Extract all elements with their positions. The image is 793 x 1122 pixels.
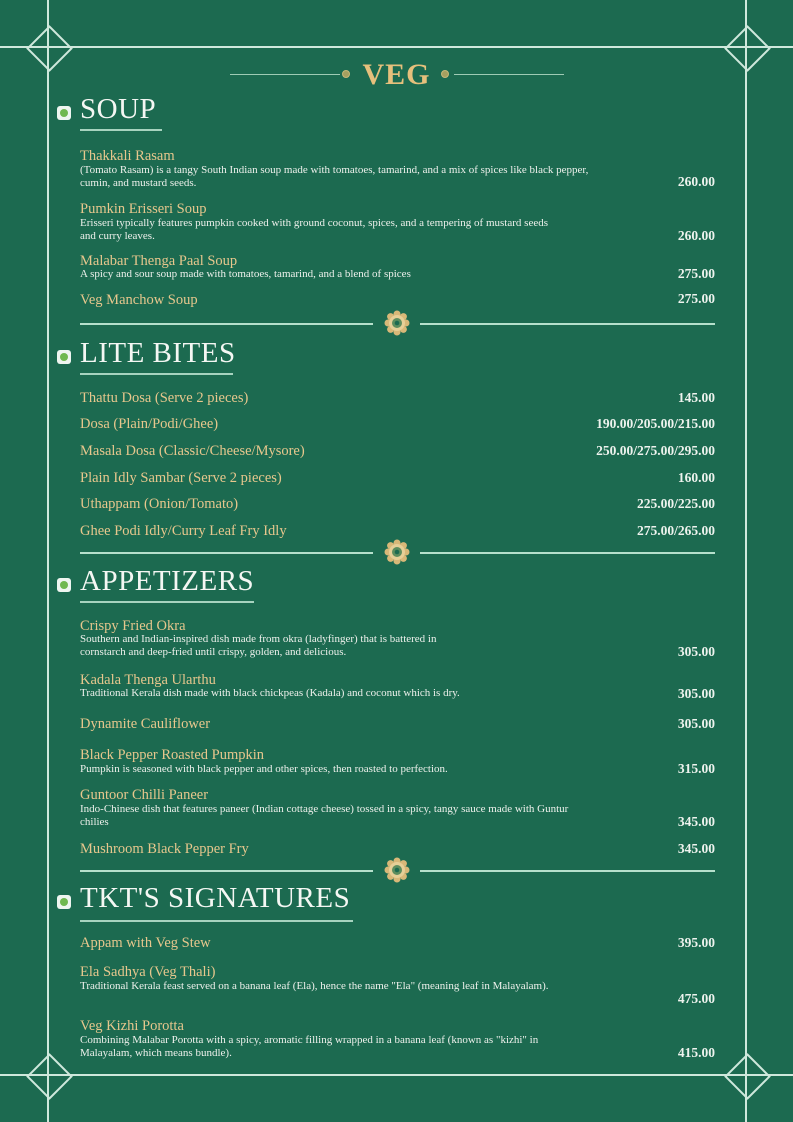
floral-medallion-icon [384,310,410,336]
menu-item-desc: Pumpkin is seasoned with black pepper and other spices, then roasted to perfection. [80,763,448,775]
section-underline [80,920,353,922]
menu-item-name: Masala Dosa (Classic/Cheese/Mysore) [80,443,305,459]
menu-item-price: 315.00 [677,761,715,776]
frame-line-bottom [0,1074,793,1076]
section-title: TKT'S SIGNATURES [80,882,351,914]
menu-item-price: 395.00 [677,935,715,950]
menu-item-price: 275.00 [677,266,715,281]
menu-item-price: 260.00 [677,228,715,243]
menu-item-name: Uthappam (Onion/Tomato) [80,496,239,512]
menu-item-desc: (Tomato Rasam) is a tangy South Indian soup made with tomatoes, tamarind, and a mix of spices like black pepper, cumin, and mustard seeds. [80,164,589,189]
menu-item-name: Appam with Veg Stew [80,935,211,951]
menu-item-price: 145.00 [677,390,715,405]
menu-item-price: 345.00 [677,814,715,829]
menu-item-name: Mushroom Black Pepper Fry [80,841,249,857]
menu-item-name: Pumkin Erisseri Soup [80,201,207,217]
menu-item-price: 250.00/275.00/295.00 [596,443,715,458]
section-divider [80,870,373,872]
page-title: VEG [362,58,431,91]
menu-item-desc: Indo-Chinese dish that features paneer (Indian cottage cheese) tossed in a spicy, tangy sauce made with Guntur chilies [80,803,569,828]
menu-item-price: 275.00/265.00 [636,523,715,538]
frame-line-left [47,0,49,1122]
menu-item-price: 415.00 [677,1045,715,1060]
section-title: LITE BITES [80,337,236,369]
menu-item-name: Crispy Fried Okra [80,618,186,634]
menu-item-price: 305.00 [677,686,715,701]
menu-item-name: Kadala Thenga Ularthu [80,672,216,688]
veg-mark-icon [57,578,71,592]
title-rule-right [454,74,564,75]
menu-item-name: Malabar Thenga Paal Soup [80,253,238,269]
menu-item-price: 305.00 [677,644,715,659]
section-divider [80,552,373,554]
section-title: APPETIZERS [80,565,255,597]
section-underline [80,129,162,131]
diamond-ornament-icon [26,1053,73,1100]
menu-item-name: Guntoor Chilli Paneer [80,787,209,803]
menu-item-name: Thakkali Rasam [80,148,175,164]
veg-mark-icon [57,106,71,120]
section-divider [80,323,373,325]
menu-item-price: 305.00 [677,716,715,731]
menu-item-name: Black Pepper Roasted Pumpkin [80,747,265,763]
veg-mark-icon [57,350,71,364]
menu-item-name: Plain Idly Sambar (Serve 2 pieces) [80,470,282,486]
menu-item-desc: Traditional Kerala feast served on a banana leaf (Ela), hence the name "Ela" (meaning leaf in Malayalam). [80,980,549,992]
menu-item-name: Dosa (Plain/Podi/Ghee) [80,416,219,432]
floral-medallion-icon [384,539,410,565]
menu-item-desc: Combining Malabar Porotta with a spicy, aromatic filling wrapped in a banana leaf (known as "kizhi" in Malayalam, which means bundle). [80,1034,539,1059]
menu-item-name: Veg Kizhi Porotta [80,1018,184,1034]
menu-item-name: Ela Sadhya (Veg Thali) [80,964,216,980]
menu-item-price: 190.00/205.00/215.00 [596,416,715,431]
section-divider [420,552,715,554]
section-title: SOUP [80,93,157,125]
section-divider [420,870,715,872]
menu-item-price: 260.00 [677,174,715,189]
menu-item-name: Ghee Podi Idly/Curry Leaf Fry Idly [80,523,287,539]
page-title-block [0,58,793,94]
menu-item-name: Dynamite Cauliflower [80,716,211,732]
menu-item-price: 160.00 [677,470,715,485]
frame-line-top [0,46,793,48]
flower-dot-icon [441,70,449,78]
diamond-ornament-icon [724,1053,771,1100]
veg-mark-icon [57,895,71,909]
menu-item-price: 275.00 [677,291,715,306]
section-underline [80,373,233,375]
menu-item-desc: Southern and Indian-inspired dish made from okra (ladyfinger) that is battered in cornstarch and deep-fried until crispy, golden, and delicious. [80,633,437,658]
menu-item-price: 345.00 [677,841,715,856]
section-underline [80,601,254,603]
menu-item-desc: Traditional Kerala dish made with black chickpeas (Kadala) and coconut which is dry. [80,687,460,699]
section-divider [420,323,715,325]
menu-item-desc: Erisseri typically features pumpkin cooked with ground coconut, spices, and a tempering of mustard seeds and curry leaves. [80,217,548,242]
menu-item-price: 225.00/225.00 [636,496,715,511]
menu-item-desc: A spicy and sour soup made with tomatoes, tamarind, and a blend of spices [80,268,411,280]
frame-line-right [745,0,747,1122]
menu-item-name: Veg Manchow Soup [80,292,198,308]
menu-item-price: 475.00 [677,991,715,1006]
menu-item-name: Thattu Dosa (Serve 2 pieces) [80,390,249,406]
floral-medallion-icon [384,857,410,883]
